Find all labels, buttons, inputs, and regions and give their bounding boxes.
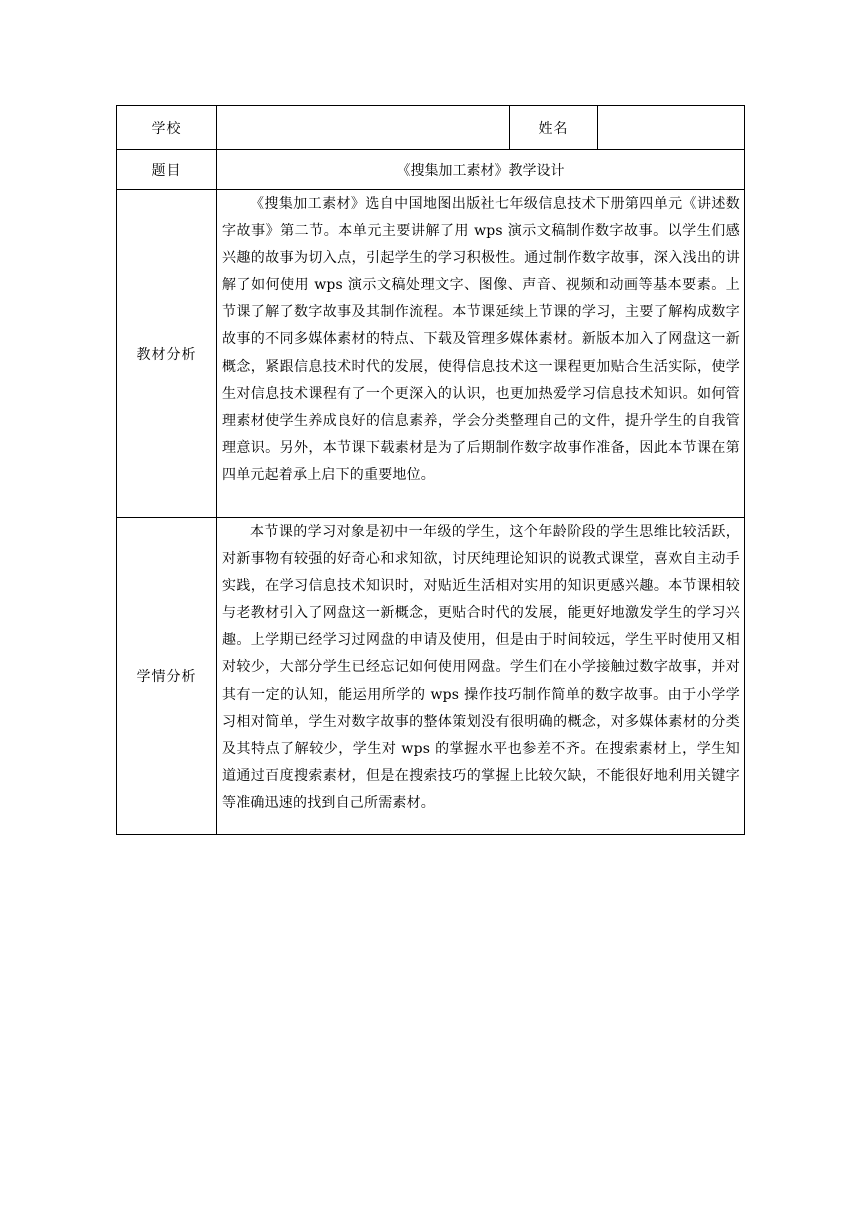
textbook-analysis-cell — [217, 190, 745, 518]
name-value — [598, 106, 745, 150]
topic-row — [117, 150, 745, 190]
name-label: 姓名 — [510, 106, 598, 150]
lesson-plan-table — [116, 105, 745, 835]
school-row — [117, 106, 745, 150]
textbook-analysis-text: 《搜集加工素材》选自中国地图出版社七年级信息技术下册第四单元《讲述数字故事》第二节。本单元主要讲解了用 wps 演示文稿制作数字故事。以学生们感兴趣的故事为切入点，引起学生的学习积极性。通过制作数字故事，深入浅出的讲解了如何使用 wps 演示文稿处理文字、图像、声音、视频和动画等基本要素。上节课了解了数字故事及其制作流程。本节课延续上节课的学习，主要了解构成数字故事的不同多媒体素材的特点、下载及管理多媒体素材。新版本加入了网盘这一新概念，紧跟信息技术时代的发展，使得信息技术这一课程更加贴合生活实际，使学生对信息技术课程有了一个更深入的认识，也更加热爱学习信息技术知识。如何管理素材使学生养成良好的信息素养，学会分类整理自己的文件，提升学生的自我管理意识。另外，本节课下载素材是为了后期制作数字故事作准备，因此本节课在第四单元起着承上启下的重要地位。 — [222, 196, 740, 483]
student-analysis-row — [117, 518, 745, 835]
school-label: 学校 — [117, 106, 217, 150]
topic-value: 《搜集加工素材》教学设计 — [217, 150, 745, 190]
school-value — [217, 106, 510, 150]
student-analysis-cell — [217, 518, 745, 835]
student-analysis-label: 学情分析 — [117, 518, 217, 835]
topic-label: 题目 — [117, 150, 217, 190]
textbook-analysis-row — [117, 190, 745, 518]
student-analysis-text: 本节课的学习对象是初中一年级的学生，这个年龄阶段的学生思维比较活跃，对新事物有较强的好奇心和求知欲，讨厌纯理论知识的说教式课堂，喜欢自主动手实践，在学习信息技术知识时，对贴近生活相对实用的知识更感兴趣。本节课相较与老教材引入了网盘这一新概念，更贴合时代的发展，能更好地激发学生的学习兴趣。上学期已经学习过网盘的申请及使用，但是由于时间较远，学生平时使用又相对较少，大部分学生已经忘记如何使用网盘。学生们在小学接触过数字故事，并对其有一定的认知，能运用所学的 wps 操作技巧制作简单的数字故事。由于小学学习相对简单，学生对数字故事的整体策划没有很明确的概念，对多媒体素材的分类及其特点了解较少，学生对 wps 的掌握水平也参差不齐。在搜索素材上，学生知道通过百度搜索素材，但是在搜索技巧的掌握上比较欠缺，不能很好地利用关键字等准确迅速的找到自己所需素材。 — [222, 524, 740, 811]
textbook-analysis-label: 教材分析 — [117, 190, 217, 518]
